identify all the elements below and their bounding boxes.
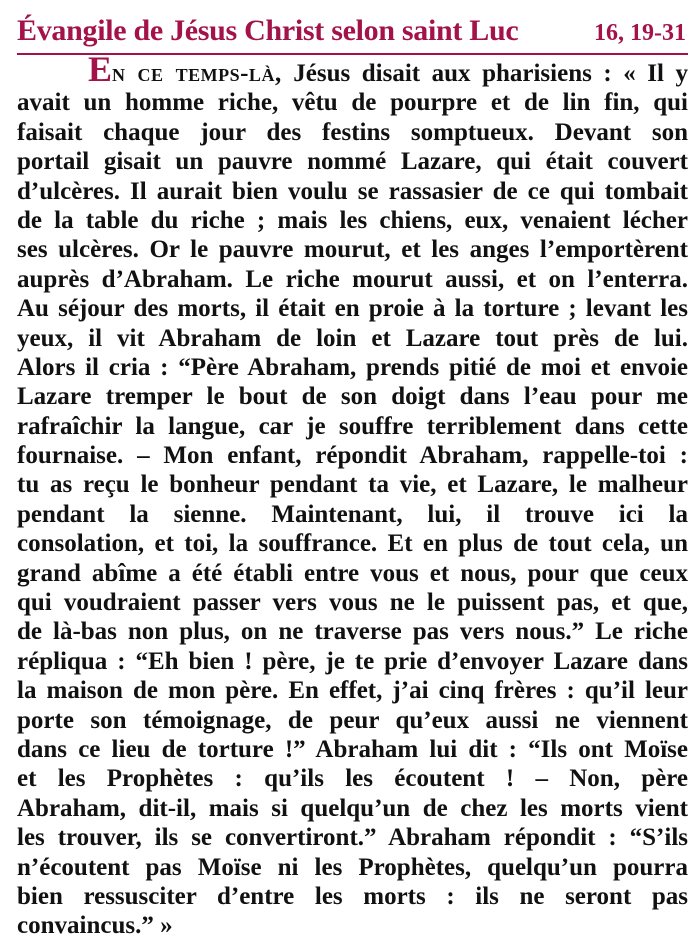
drop-cap-initial: E [88, 49, 113, 89]
reading-line: rafraîchir la langue, car je souffre terriblement dans cette [17, 412, 688, 440]
reading-line: Alors il cria : “Père Abraham, prends pitié de moi et envoie [17, 353, 688, 381]
reading-line: yeux, il vit Abraham de loin et Lazare tout près de lui. [17, 324, 688, 352]
reading-line: d’ulcères. Il aurait bien voulu se rassasier de ce qui tombait [17, 177, 688, 205]
reading-line: portail gisait un pauvre nommé Lazare, qui était couvert [17, 148, 688, 176]
reading-line [17, 49, 700, 89]
reading-line: faisait chaque jour des festins somptueux. Devant son [17, 118, 688, 146]
reading-line: les trouver, ils se convertiront.” Abraham répondit : “S’ils [17, 824, 688, 852]
reading-line: n’écoutent pas Moïse ni les Prophètes, quelqu’un pourra [17, 853, 688, 881]
scripture-reference: 16, 19-31 [594, 20, 686, 46]
reading-line: et les Prophètes : qu’ils les écoutent ! – Non, père [17, 765, 688, 793]
reading-line: Lazare tremper le bout de son doigt dans l’eau pour me [17, 383, 688, 411]
reading-line: Au séjour des morts, il était en proie à la torture ; levant les [17, 295, 688, 323]
reading-line: consolation, et toi, la souffrance. Et en plus de tout cela, un [17, 530, 688, 558]
reading-text [17, 49, 689, 941]
reading-line: grand abîme a été établi entre vous et nous, pour que ceux [17, 559, 688, 587]
reading-line: porte son témoignage, de peur qu’eux aussi ne viennent [17, 706, 688, 734]
reading-line: avait un homme riche, vêtu de pourpre et de lin fin, qui [17, 89, 688, 117]
reading-line: tu as reçu le bonheur pendant ta vie, et Lazare, le malheur [17, 471, 688, 499]
reading-line: convaincus.” » [17, 912, 173, 940]
reading-line: de là-bas non plus, on ne traverse pas vers nous.” Le riche [17, 618, 688, 646]
reading-title: Évangile de Jésus Christ selon saint Luc [17, 14, 519, 47]
opening-smallcaps: n ce temps-là, [112, 60, 282, 87]
reading-line: auprès d’Abraham. Le riche mourut aussi, et on l’enterra. [17, 265, 688, 293]
reading-line: la maison de mon père. En effet, j’ai cinq frères : qu’il leur [17, 677, 688, 705]
gospel-page [17, 0, 688, 941]
reading-line-text: Jésus disait aux pharisiens : « Il y [281, 60, 689, 87]
reading-line: qui voudraient passer vers vous ne le puissent pas, et que, [17, 589, 688, 617]
reading-line: pendant la sienne. Maintenant, lui, il trouve ici la [17, 500, 688, 528]
reading-line: répliqua : “Eh bien ! père, je te prie d’envoyer Lazare dans [17, 647, 688, 675]
reading-line: Abraham, dit-il, mais si quelqu’un de chez les morts vient [17, 794, 688, 822]
reading-line: de la table du riche ; mais les chiens, eux, venaient lécher [17, 206, 688, 234]
reading-line: dans ce lieu de torture !” Abraham lui dit : “Ils ont Moïse [17, 735, 688, 763]
reading-header [17, 0, 688, 55]
reading-line: bien ressusciter d’entre les morts : ils ne seront pas [17, 882, 688, 910]
reading-line: ses ulcères. Or le pauvre mourut, et les anges l’emportèrent [17, 236, 688, 264]
reading-line: fournaise. – Mon enfant, répondit Abraham, rappelle-toi : [17, 442, 688, 470]
